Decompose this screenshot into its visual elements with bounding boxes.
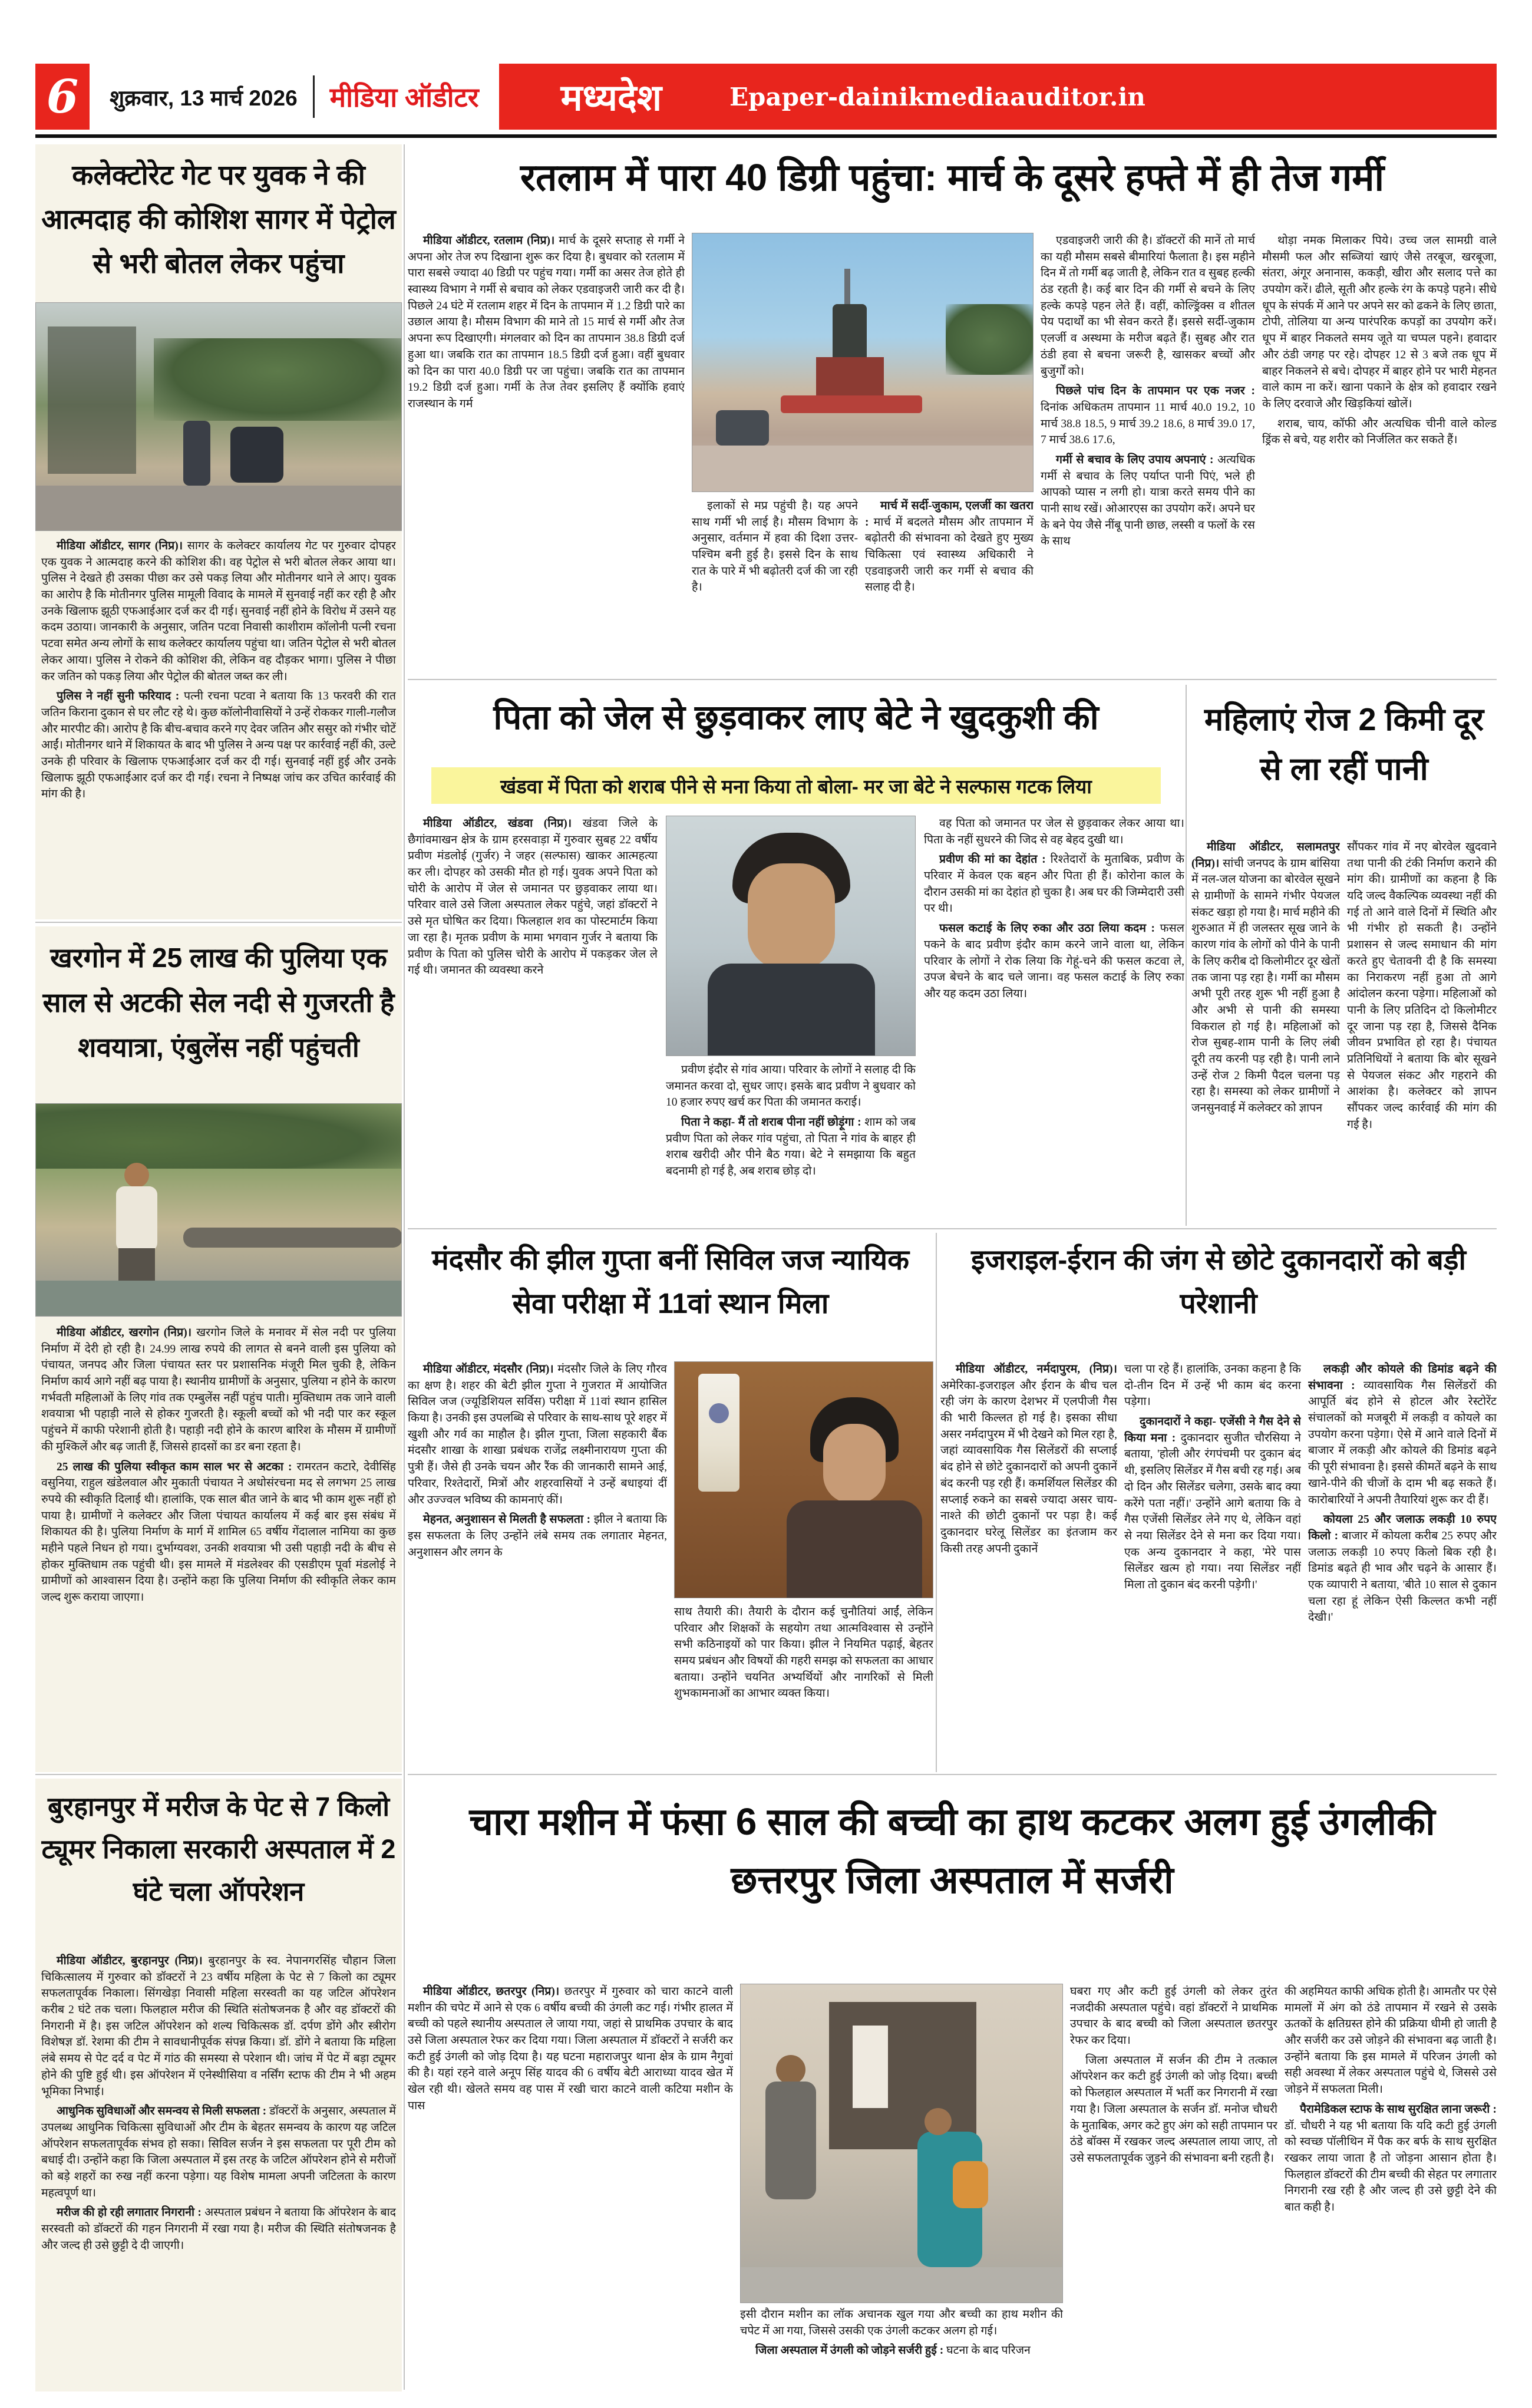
paragraph: मीडिया ऑडीटर, मंदसौर (निप्र)। मंदसौर जिले के लिए गौरव का क्षण है। शहर की बेटी झील गुप्ता ने गुजरात में आयोजित सिविल जज (ज्यूडिशियल सर्विस) परीक्षा में 11वां स्थान हासिल किया है। उनकी इस उपलब्धि से परिवार के साथ-साथ पूरे शहर में खुशी और गर्व का माहौल है। झील गुप्ता, जिला सहकारी बैंक मंदसौर शाखा के शाखा प्रबंधक राजेंद्र लक्ष्मीनारायण गुप्ता की पुत्री हैं। जैसे ही उनके चयन और रैंक की जानकारी सामने आई, परिवार, रिश्तेदारों, मित्रों और शहरवासियों ने उन्हें बधाइयां दीं और उज्ज्वल भविष्य की कामनाएं कीं। (408, 1363, 667, 1506)
article-body (41, 1953, 396, 2387)
paragraph: प्रवीण की मां का देहांत : रिश्तेदारों के मुताबिक, प्रवीण के परिवार में केवल एक बहन और पिता ही हैं। कोरोना काल के दौरान उसकी मां का देहांत हो चुका है। अब घर की जिम्मेदारी उसी पर थी। (924, 853, 1184, 915)
article-column (940, 1361, 1117, 1770)
mandsaur-portrait-photo (674, 1361, 933, 1598)
motorbike-shape (230, 427, 283, 483)
article-column (924, 816, 1184, 1225)
row-rule (408, 679, 1497, 680)
article-ratlam-heat[interactable] (408, 144, 1497, 678)
woman-head-shape (925, 2108, 952, 2135)
paragraph: मीडिया ऑडीटर, छतरपुर (निप्र)। छतरपुर में गुरुवार को चारा काटने वाली मशीन की चपेट में आने से एक 6 वर्षीय बच्ची की उंगली कट गई। गंभीर हालत में बच्ची को पहले स्थानीय अस्पताल ले जाया गया, जहां से प्राथमिक उपचार के बाद उसे जिला अस्पताल रेफर कर दिया गया। जिला अस्पताल में डॉक्टरों ने सर्जरी कर कटी हुई उंगली को जोड़ दिया है। यह घटना महाराजपुर थाना क्षेत्र के ग्राम नैगुवां की है। यहां रहने वाले अनूप सिंह यादव की 6 वर्षीय बेटी आराध्या यादव खेत में खेल रही थी। खेलते समय वह पास में रखी चारा काटने वाली कटिया मशीन के पास (408, 1985, 733, 2112)
tree-shape (154, 338, 401, 421)
article-lpg-shortage[interactable] (940, 1233, 1497, 1772)
paragraph: मीडिया ऑडीटर, रतलाम (निप्र)। मार्च के दूसरे सप्ताह से गर्मी ने अपना ओर तेज रुप दिखाना शुरू कर दिया है। बुधवार को रतलाम में पारा सबसे ज्यादा 40 डिग्री पर पहुंच गया। गर्मी का असर तेज होते ही स्वास्थ्य विभाग ने गर्मी से बचाव को लेकर एडवाइजरी जारी कर दी है। पिछले 24 घंटे में रतलाम शहर में दिन के तापमान में 1.2 डिग्री पारे का उछाल आया है। मौसम विभाग की माने तो 15 मार्च से गर्मी और तेज अपना रूप दिखाएगी। मंगलवार को दिन का तापमान 38.8 डिग्री दर्ज हुआ था। जबकि रात का तापमान 18.5 डिग्री दर्ज हुआ। वहीं बुधवार को दिन का पारा 40.0 डिग्री पर जा पहुंचा। जबकि रात का तापमान 19.2 डिग्री दर्ज हुआ। गर्मी के तेज तेवर इसलिए हैं क्योंकि हवाएं राजस्थान के गर्म (408, 235, 685, 410)
article-headline: रतलाम में पारा 40 डिग्री पहुंचा: मार्च के दूसरे हफ्ते में ही तेज गर्मी (520, 156, 1385, 199)
paragraph: साथ तैयारी की। तैयारी के दौरान कई चुनौतियां आईं, लेकिन परिवार और शिक्षकों के सहयोग तथा आत्मविश्वास से उन्होंने सभी कठिनाइयों को पार किया। झील ने नियमित पढ़ाई, बेहतर समय प्रबंधन और विषयों की गहरी समझ को सफलता का आधार बताया। उन्होंने चयनित अभ्यर्थियों और नागरिकों से मिली शुभकामनाओं का आभार व्यक्त किया। (674, 1606, 933, 1700)
paragraph: पिता ने कहा- मैं तो शराब पीना नहीं छोड़ूंगा : शाम को जब प्रवीण पिता को लेकर गांव पहुंचा, तो पिता ने गांव के बाहर ही शराब खरीदी और पीने बैठ गया। बेटे ने समझाया कि बहुत बदनामी हो गई है, अब शराब छोड़ दो। (666, 1116, 916, 1178)
ratlam-square-photo (692, 233, 1034, 492)
khandwa-portrait-photo (666, 816, 916, 1056)
paragraph: मीडिया ऑडीटर, खंडवा (निप्र)। खंडवा जिले के छैगांवमाखन क्षेत्र के ग्राम हरसवाड़ा में गुरुवार सुबह 22 वर्षीय प्रवीण मंडलोई (गुर्जर) ने जहर (सल्फास) खाकर आत्महत्या कर ली। दोपहर को उसकी मौत हो गई। युवक अपने पिता को चोरी के आरोप में जेल से जमानत पर छुड़वाकर लाया था। परिवार वाले उसे जिला अस्पताल लेकर पहुंचे, जहां डॉक्टरों ने उसे मृत घोषित कर दिया। फिलहाल शव का पोस्टमार्टम किया जा रहा है। मृतक प्रवीण के मामा भगवान गुर्जर ने बताया कि प्रवीण के पिता को पुलिस चोरी के आरोप में पकड़कर जेल ले गई थी। जमानत की व्यवस्था करने (408, 817, 658, 977)
article-column (1070, 1984, 1277, 2388)
door-light-shape (853, 2026, 888, 2108)
pipe-shape (183, 1228, 402, 1248)
article-column (1285, 1984, 1497, 2388)
figure-shape (116, 1186, 157, 1251)
paragraph: एडवाइजरी जारी की है। डॉक्टरों की मानें तो मार्च का यही मौसम सबसे बीमारियां फैलाता है। इस महीने दिन में तो गर्मी बढ़ जाती है, लेकिन रात व सुबह हल्की ठंड रहती है। कई बार दिन की गर्मी से बचने के लिए हल्के कपड़े पहन लेते हैं। वहीं, कोल्ड्रिंक्स व शीतल पेय पदार्थों का भी सेवन करते हैं। इससे सर्दी-जुकाम एलर्जी व अस्थमा के मरीज बढ़ते हैं। सुबह और रात ठंडी हवा से बचना जरूरी है, खासकर बच्चों और बुजुर्गों को। (1041, 235, 1255, 378)
article-column (408, 816, 658, 1225)
article-chhatarpur-surgery[interactable] (408, 1779, 1497, 2391)
article-column (1347, 839, 1497, 1222)
child-shape (953, 2161, 988, 2208)
head-shape (124, 1163, 149, 1187)
section-title: मध्यदेश (560, 78, 662, 118)
tree-shape (36, 1104, 402, 1169)
face-shape (748, 863, 835, 969)
paragraph: प्रवीण इंदौर से गांव आया। परिवार के लोगों ने सलाह दी कि जमानत करवा दो, सुधर जाए। इसके बाद प्रवीण ने बुधवार को 10 हजार रुपए खर्च कर पिता की जमानत कराई। (666, 1064, 916, 1109)
vehicle-shape (716, 410, 769, 446)
article-column (408, 1984, 733, 2388)
column-rule (936, 1233, 937, 1772)
paragraph: पिछले पांच दिन के तापमान पर एक नजर : दिनांक अधिकतम तापमान 11 मार्च 40.0 19.2, 10 मार्च 38.8 18.5, 9 मार्च 39.2 18.6, 8 मार्च 39.0 17, 7 मार्च 38.6 17.6, (1041, 385, 1255, 447)
masthead-bar (35, 64, 1497, 130)
paragraph: फसल कटाई के लिए रुका और उठा लिया कदम : फसल पकने के बाद प्रवीण इंदौर काम करने जाने वाला था, लेकिन परिवार के लोगों ने रोक लिया कि गेहूं-चने की फसल कटवा ले, उपज बेचने के बाद चले जाना। वह फसल कटाई के लिए रुका और यह कदम उठा लिया। (924, 922, 1184, 1000)
man-figure-shape (765, 2082, 816, 2199)
article-mandsaur-judge[interactable] (408, 1233, 933, 1772)
article-column (674, 1604, 933, 1770)
header-rule (35, 134, 1497, 138)
khargone-photo (35, 1103, 402, 1317)
article-body (41, 538, 396, 915)
figure-shape (183, 421, 210, 486)
paragraph: आधुनिक सुविधाओं और समन्वय से मिली सफलता : डॉक्टरों के अनुसार, अस्पताल में उपलब्ध आधुनिक चिकित्सा सुविधाओं और टीम के बेहतर समन्वय के कारण यह जटिल ऑपरेशन सफलतापूर्वक संभव हो सका। सिविल सर्जन ने इस सफलता पर पूरी टीम को बधाई दी। उन्होंने कहा कि जिला अस्पताल में इस तरह के जटिल ऑपरेशन होने से मरीजों को बड़े शहरों का रुख नहीं करना पड़ेगा। यह विशेष मामला अपनी जटिलता के कारण महत्वपूर्ण था। (41, 2105, 396, 2199)
edition-date: शुक्रवार, 13 मार्च 2026 (110, 85, 298, 110)
paragraph: की अहमियत काफी अधिक होती है। आमतौर पर ऐसे मामलों में अंग को ठंडे तापमान में रखने से उसके ऊतकों के क्षतिग्रस्त होने की प्रक्रिया धीमी हो जाती है और सर्जरी कर उसे जोड़ने की संभावना बढ़ जाती है। उन्होंने बताया कि इस मामले में परिजन उंगली को सही अवस्था में लेकर अस्पताल पहुंचे थे, जिससे उसे जोड़ने में सफलता मिली। (1285, 1985, 1497, 2096)
column-rule (404, 144, 405, 2390)
shirt-shape (708, 964, 875, 1056)
chhatarpur-hospital-photo (740, 1984, 1063, 2303)
paragraph: मेहनत, अनुशासन से मिलती है सफलता : झील ने बताया कि इस सफलता के लिए उन्होंने लंबे समय तक लगातार मेहनत, अनुशासन और लगन के (408, 1513, 667, 1559)
page-number: 6 (46, 70, 79, 124)
paragraph: गर्मी से बचाव के लिए उपाय अपनाएं : अत्यधिक गर्मी से बचाव के लिए पर्याप्त पानी पिएं, भले ही आपको प्यास न लगी हो। यात्रा करते समय पीने का पानी साथ रखें। ओआरएस का उपयोग करें। अपने घर के बने पेय जैसे नींबू पानी छाछ, लस्सी व फलों के रस के साथ (1041, 453, 1255, 548)
article-column (1262, 233, 1497, 676)
paragraph: मीडिया ऑडीटर, नर्मदापुरम, (निप्र)। अमेरिका-इजराइल और ईरान के बीच चल रही जंग के कारण देशभर में एलपीजी गैस की भारी किल्लत हो गई है। इसका सीधा असर नर्मदापुरम में भी देखने को मिल रहा है, जहां व्यावसायिक गैस सिलेंडरों की सप्लाई बंद होने से छोटे दुकानदारों को अपनी दुकानें बंद करनी पड़ रही हैं। कमर्शियल सिलेंडर की सप्लाई रुकने का सबसे ज्यादा असर चाय-नाश्ते की छोटी दुकानों पर पड़ा है। कई दुकानदार घरेलू सिलेंडर का इंतजाम कर किसी तरह अपनी दुकानें (940, 1363, 1117, 1555)
paragraph: 25 लाख की पुलिया स्वीकृत काम साल भर से अटका : रामरतन कटारे, देवीसिंह वसुनिया, राहुल खंडेलवाल और मुकाती पंचायत ने अधोसंरचना मद से लगभग 25 लाख रुपये की स्वीकृति दिलाई थी। हालांकि, एक साल बीत जाने के बाद भी काम शुरू नहीं हो पाया है। ग्रामीणों ने कलेक्टर और जिला पंचायत कार्यालय में कई बार इस संबंध में शिकायत की है। पुलिया निर्माण के मार्ग में शामिल 65 वर्षीय गेंदालाल नामिया का कुछ महीने पहले निधन हो गया। दुर्भाग्यवश, उनकी शवयात्रा भी उसी पहाड़ी नदी के बीच से होकर मुक्तिधाम तक पहुंची थी। इस मामले में मंडलेश्वर की एसडीएम पूर्वा मंडलोई ने ग्रामीणों को आश्वासन दिया है। उन्होंने कहा कि पुलिया निर्माण की स्वीकृति लेकर काम जल्द शुरू कराया जाएगा। (41, 1460, 396, 1604)
article-body (41, 1325, 396, 1766)
article-headline: कलेक्टोरेट गेट पर युवक ने की आत्मदाह की कोशिश सागर में पेट्रोल से भरी बोतल लेकर पहुंचा (41, 159, 396, 279)
article-headline: पिता को जेल से छुड़वाकर लाए बेटे ने खुदकुशी की (493, 698, 1099, 737)
paragraph: मीडिया ऑडीटर, बुरहानपुर (निप्र)। बुरहानपुर के स्व. नेपानगरसिंह चौहान जिला चिकित्सालय में गुरुवार को डॉक्टरों ने 23 वर्षीय महिला के पेट से 7 किलो का ट्यूमर सफलतापूर्वक निकाला। सिंगखेड़ा निवासी महिला सरस्वती का यह जटिल ऑपरेशन करीब 2 घंटे तक चला। फिलहाल मरीज की स्थिति संतोषजनक है और वह डॉक्टरों की निगरानी में है। इस जटिल ऑपरेशन को शल्य चिकित्सक डॉ. दर्पण डोंगे और स्त्रीरोग विशेषज्ञ डॉ. रेशमा की टीम ने सावधानीपूर्वक संपन्न किया। डॉ. डोंगे ने बताया कि महिला लंबे समय से पेट दर्द व पेट में गांठ की समस्या से परेशान थी। जांच में पेट में बड़ा ट्यूमर होने की पुष्टि हुई थी। इस ऑपरेशन में एनेस्थीसिया व नर्सिंग स्टाफ की टीम ने भी अहम भूमिका निभाई। (41, 1955, 396, 2098)
paragraph: घबरा गए और कटी हुई उंगली को लेकर तुरंत नजदीकी अस्पताल पहुंचे। वहां डॉक्टरों ने प्राथमिक उपचार के बाद बच्ची को जिला अस्पताल छतरपुर रेफर कर दिया। (1070, 1985, 1277, 2047)
paragraph: सौंपकर गांव में नए बोरवेल खुदवाने तथा पानी की टंकी निर्माण कराने की मांग की। ग्रामीणों का कहना है कि यदि जल्द वैकल्पिक व्यवस्था नहीं की गई तो आने वाले दिनों में स्थिति और भी गंभीर हो सकती है। उन्होंने प्रशासन से जल्द समाधान की मांग करते हुए चेतावनी दी है कि समस्या का निराकरण नहीं हुआ तो आगे आंदोलन करना पड़ेगा। महिलाओं को पानी के लिए प्रतिदिन दो किलोमीटर दूर जाना पड़ रहा है, जिससे दैनिक जीवन प्रभावित हो रहा है। पंचायत प्रतिनिधियों ने बताया कि बोर सूखने से पेयजल संकट और गहराने की आशंका है। कलेक्टर को ज्ञापन सौंपकर जल्द कार्रवाई की मांग की गई है। (1347, 841, 1497, 1131)
paragraph: चला पा रहे हैं। हालांकि, उनका कहना है कि दो-तीन दिन में उन्हें भी काम बंद करना पड़ेगा। (1124, 1363, 1301, 1408)
article-headline: इजराइल-ईरान की जंग से छोटे दुकानदारों को बड़ी परेशानी (971, 1245, 1466, 1320)
row-rule (35, 1774, 402, 1775)
masthead-white-panel (90, 64, 499, 130)
paragraph: जिला अस्पताल में उंगली को जोड़ने सर्जरी हुई : घटना के बाद परिजन (755, 2344, 1031, 2357)
paragraph: कोयला 25 और जलाऊ लकड़ी 10 रुपए किलो : बाजार में कोयला करीब 25 रुपए और जलाऊ लकड़ी 10 रुपए किलो बिक रही है। डिमांड बढ़ते ही भाव और चढ़ने के आसार हैं। एक व्यापारी ने बताया, 'बीते 10 साल से दुकान चला रहा हूं लेकिन ऐसी किल्लत कभी नहीं देखी।' (1308, 1513, 1497, 1624)
paragraph: लकड़ी और कोयले की डिमांड बढ़ने की संभावना : व्यावसायिक गैस सिलेंडरों की आपूर्ति बंद होने से होटल और रेस्टोरेंट संचालकों को मजबूरी में लकड़ी व कोयले का उपयोग करना पड़ेगा। ऐसे में आने वाले दिनों में बाजार में लकड़ी और कोयले की डिमांड बढ़ने की पूरी संभावना है। इससे कीमतें बढ़ने के साथ खाने-पीने की चीजों के दाम भी बढ़ सकते हैं। कारोबारियों ने अपनी तैयारियां शुरू कर दी हैं। (1308, 1363, 1497, 1506)
article-sagar-immolation[interactable] (35, 144, 402, 919)
floor-shape (741, 2267, 1063, 2303)
masthead-divider (313, 75, 315, 118)
column-rule (1186, 685, 1187, 1226)
row-rule (408, 1228, 1497, 1229)
paragraph: इसी दौरान मशीन का लॉक अचानक खुल गया और बच्ची का हाथ मशीन की चपेट में आ गया, जिससे उसकी एक उंगली कटकर अलग हो गई। (740, 2308, 1063, 2337)
article-column (408, 233, 685, 675)
paragraph: शराब, चाय, कॉफी और अत्यधिक चीनी वाले कोल्ड ड्रिंक से बचे, यह शरीर को निर्जलित कर सकते हैं। (1262, 417, 1497, 447)
article-column (1124, 1361, 1301, 1770)
article-column (666, 1062, 916, 1225)
paragraph: मीडिया ऑडीटर, सलामतपुर (निप्र)। सांची जनपद के ग्राम बांसिया में नल-जल योजना का बोरवेल सूखने से ग्रामीणों के सामने गंभीर पेयजल संकट खड़ा हो गया है। मार्च महीने की शुरुआत में ही जलस्तर सूख जाने के कारण गांव के लोगों को पीने के पानी के लिए करीब दो किलोमीटर दूर खेतों तक जाना पड़ रहा है। गर्मी का मौसम अभी पूरी तरह शुरू भी नहीं हुआ है और अभी से पानी की समस्या विकराल हो गई है। महिलाओं को रोज सुबह-शाम पानी के लिए लंबी दूरी तय करनी पड़ रही है। पानी लाने उन्हें रोज 2 किमी पैदल चलना पड़ रहा है। समस्या को लेकर ग्रामीणों ने जनसुनवाई में कलेक्टर को ज्ञापन (1191, 841, 1340, 1114)
paragraph: दुकानदारों ने कहा- एजेंसी ने गैस देने से किया मना : दुकानदार सुजीत चौरसिया ने बताया, 'होली और रंगपंचमी पर दुकान बंद थी, इसलिए सिलेंडर में गैस बची रह गई। अब दो दिन और सिलेंडर चलेगा, उसके बाद क्या करेंगे पता नहीं।' उन्होंने आगे बताया कि वे गैस एजेंसी सिलेंडर लेने गए थे, लेकिन वहां से नया सिलेंडर देने से मना कर दिया गया। एक अन्य दुकानदार ने कहा, 'मेरे पास सिलेंडर खत्म हो गया। नया सिलेंडर नहीं मिला तो दुकान बंद करनी पड़ेगी।' (1124, 1416, 1301, 1591)
article-column (865, 498, 1034, 676)
paragraph: इलाकों से मप्र पहुंची है। यह अपने साथ गर्मी भी लाई है। मौसम विभाग के अनुसार, वर्तमान में हवा की दिशा उत्तर-पश्चिम बनी हुई है। इससे दिन के साथ रात के पारे में भी बढ़ोतरी दर्ज की जा रही है। (692, 500, 858, 594)
paragraph: मरीज की हो रही लगातार निगरानी : अस्पताल प्रबंधन ने बताया कि ऑपरेशन के बाद सरस्वती को डॉक्टरों की गहन निगरानी में रखा गया है। मरीज की स्थिति संतोषजनक है और जल्द ही उसे छुट्टी दे दी जाएगी। (41, 2206, 396, 2252)
row-rule (35, 922, 402, 923)
row-rule (408, 1774, 1497, 1775)
blazer-shape (787, 1500, 922, 1598)
article-headline: बुरहानपुर में मरीज के पेट से 7 किलो ट्यूमर निकाला सरकारी अस्पताल में 2 घंटे चला ऑपरेशन (41, 1792, 396, 1906)
paragraph: वह पिता को जमानत पर जेल से छुड़वाकर लेकर आया था। पिता के नहीं सुधरने की जिद से वह बेहद दुखी था। (924, 817, 1184, 846)
article-column (1308, 1361, 1497, 1770)
article-headline: चारा मशीन में फंसा 6 साल की बच्ची का हाथ कटकर अलग हुई उंगलीकी छत्तरपुर जिला अस्पताल में सर्जरी (469, 1800, 1435, 1902)
gate-shape (48, 326, 136, 474)
flag-shape (698, 1374, 739, 1492)
article-column (740, 2307, 1063, 2388)
flowerbed-shape (781, 395, 922, 413)
road-shape (36, 486, 402, 531)
statue-shape (833, 304, 867, 360)
doorway-shape (829, 2002, 976, 2149)
pedestal-shape (816, 357, 884, 398)
paragraph: मीडिया ऑडीटर, खरगोन (निप्र)। खरगोन जिले के मनावर में सेल नदी पर पुलिया निर्माण में देरी हो रही है। 24.99 लाख रुपये की लागत से बनने वाली इस पुलिया को पंचायत, जनपद और जिला पंचायत स्तर पर प्रशासनिक मंजूरी मिल चुकी है, लेकिन निर्माण कार्य आगे नहीं बढ़ पाया है। स्थानीय ग्रामीणों के अनुसार, पुलिया न होने के कारण गर्भवती महिलाओं के लिए गांव तक एम्बुलेंस नहीं पहुंच पाती। मुक्तिधाम तक जाने वाली शवयात्रा भी पहाड़ी नाले से होकर गुजरती है। स्कूली बच्चों को भी नदी पार कर स्कूल पहुंचने में काफी परेशानी होती है। पहाड़ी नदी होने के कारण बारिश के मौसम में ग्रामीणों की मुश्किलें और बढ़ जाती हैं, जिससे हादसों का डर बना रहता है। (41, 1327, 396, 1453)
article-headline: खरगोन में 25 लाख की पुलिया एक साल से अटकी सेल नदी से गुजरती है शवयात्रा, एंबुलेंस नहीं पहुंचती (42, 942, 395, 1063)
article-khandwa-suicide[interactable] (408, 685, 1184, 1226)
road-shape (692, 446, 1034, 492)
article-khargone-culvert[interactable] (35, 926, 402, 1772)
article-water-crisis[interactable] (1191, 685, 1497, 1226)
article-column (408, 1361, 667, 1770)
paragraph: थोड़ा नमक मिलाकर पिये। उच्च जल सामग्री वाले मौसमी फल और सब्जियां खाएं जैसे तरबूज, खरबूजा, संतरा, अंगूर अनानास, ककड़ी, खीरा और सलाद पत्ते का उपयोग करें। ढीले, सूती और हल्के रंग के कपड़े पहने। सीधे धूप के संपर्क में आने पर अपने सर को ढकने के लिए छाता, टोपी, तोलिया या अन्य पारंपरिक कपड़ों का उपयोग करें। धूप में बाहर निकलते समय जूते या चप्पल पहने। हवादार और ठंडी जगह पर रहे। दोपहर 12 से 3 बजे तक धूप में बाहर निकलने से बचे। दोपहर में बाहर होने पर भारी मेहनत वाले काम ना करें। खाना पकाने के क्षेत्र को हवादार रखने के लिए दरवाजे और खिड़कियां खोलें। (1262, 235, 1497, 410)
water-shape (36, 1281, 402, 1317)
paragraph: पुलिस ने नहीं सुनी फरियाद : पत्नी रचना पटवा ने बताया कि 13 फरवरी की रात जतिन किराना दुकान से घर लौट रहे थे। कुछ कॉलोनीवासियों ने उन्हें रोककर गाली-गलौज और मारपीट की। आरोप है कि बीच-बचाव करने गए देवर जतिन और ससुर को गंभीर चोटें आईं। मोतीनगर थाने में शिकायत के बाद भी पुलिस ने अन्य पक्ष पर कार्रवाई नहीं की, उल्टे उनके ही परिवार के खिलाफ एफआईआर दर्ज कर दी गई। सुनवाई नहीं हुई और उनके खिलाफ झूठी एफआईआर दर्ज कर दी गई। रचना ने निष्पक्ष जांच कर उचित कार्रवाई की मांग की है। (41, 690, 396, 801)
article-column (1191, 839, 1340, 1222)
tree-shape (946, 304, 1034, 375)
epaper-website-link[interactable]: Epaper-dainikmediaauditor.in (729, 82, 1145, 111)
article-subhead: खंडवा में पिता को शराब पीने से मना किया तो बोला- मर जा बेटे ने सल्फास गटक लिया (431, 767, 1161, 804)
ashoka-chakra-shape (709, 1403, 729, 1423)
paragraph: जिला अस्पताल में सर्जन की टीम ने तत्काल ऑपरेशन कर कटी हुई उंगली को जोड़ दिया। बच्ची को फिलहाल अस्पताल में भर्ती कर निगरानी में रखा गया है। जिला अस्पताल के सर्जन डॉ. मनोज चौधरी के मुताबिक, अगर कटे हुए अंग को सही तापमान पर ठंडे बॉक्स में रखकर जल्द अस्पताल लाया जाए, तो उसे सफलतापूर्वक जुड़ने की संभावना बनी रहती है। (1070, 2054, 1277, 2165)
face-shape (823, 1424, 886, 1503)
publication-title: मीडिया ऑडीटर (329, 82, 479, 113)
article-headline: महिलाएं रोज 2 किमी दूर से ला रहीं पानी (1204, 702, 1484, 787)
head-shape (776, 2055, 805, 2084)
sagar-photo (35, 302, 402, 531)
paragraph: मार्च में सर्दी-जुकाम, एलर्जी का खतरा : मार्च में बदलते मौसम और तापमान में बढ़ोतरी की संभावना को देखते हुए मुख्य चिकित्सा एवं स्वास्थ्य अधिकारी ने एडवाइजरी जारी कर गर्मी से बचाव की सलाह दी है। (865, 500, 1034, 594)
paragraph: मीडिया ऑडीटर, सागर (निप्र)। सागर के कलेक्टर कार्यालय गेट पर गुरुवार दोपहर एक युवक ने आत्मदाह करने की कोशिश की। वह पेट्रोल से भरी बोतल लेकर आया था। पुलिस ने देखते ही उसका पीछा कर उसे पकड़ लिया और मोतीनगर थाने ले आए। युवक का आरोप है कि मोतीनगर पुलिस मामूली विवाद के मामले में सुनवाई नहीं कर रही है और उनके खिलाफ झूठी एफआईआर दर्ज कर दी गई। सुनवाई नहीं होने के विरोध में उसने यह कदम उठाया। जानकारी के अनुसार, जतिन पटवा निवासी काशीराम कॉलोनी पत्नी रचना पटवा समेत अन्य लोगों के साथ कलेक्टर कार्यालय पहुंचा था। जतिन पेट्रोल से भरी बोतल लेकर आया। पुलिस ने रोकने की कोशिश की, लेकिन वह दौड़कर भागा। पुलिस ने पीछा कर जतिन को पकड़ लिया और पेट्रोल की बोतल जब्त कर ली। (41, 540, 396, 683)
article-column (1041, 233, 1255, 676)
article-headline: मंदसौर की झील गुप्ता बनीं सिविल जज न्यायिक सेवा परीक्षा में 11वां स्थान मिला (431, 1245, 910, 1320)
article-column (692, 498, 858, 676)
article-burhanpur-tumor[interactable] (35, 1779, 402, 2391)
paragraph: पैरामेडिकल स्टाफ के साथ सुरक्षित लाना जरूरी : डॉ. चौधरी ने यह भी बताया कि यदि कटी हुई उंगली को स्वच्छ पॉलीथिन में पैक कर बर्फ के साथ सुरक्षित रखकर लाया जाता है तो जोड़ना आसान होता है। फिलहाल डॉक्टरों की टीम बच्ची की सेहत पर लगातार निगरानी रख रही है और जल्द ही उसे छुट्टी देने की बात कही है। (1285, 2103, 1497, 2214)
